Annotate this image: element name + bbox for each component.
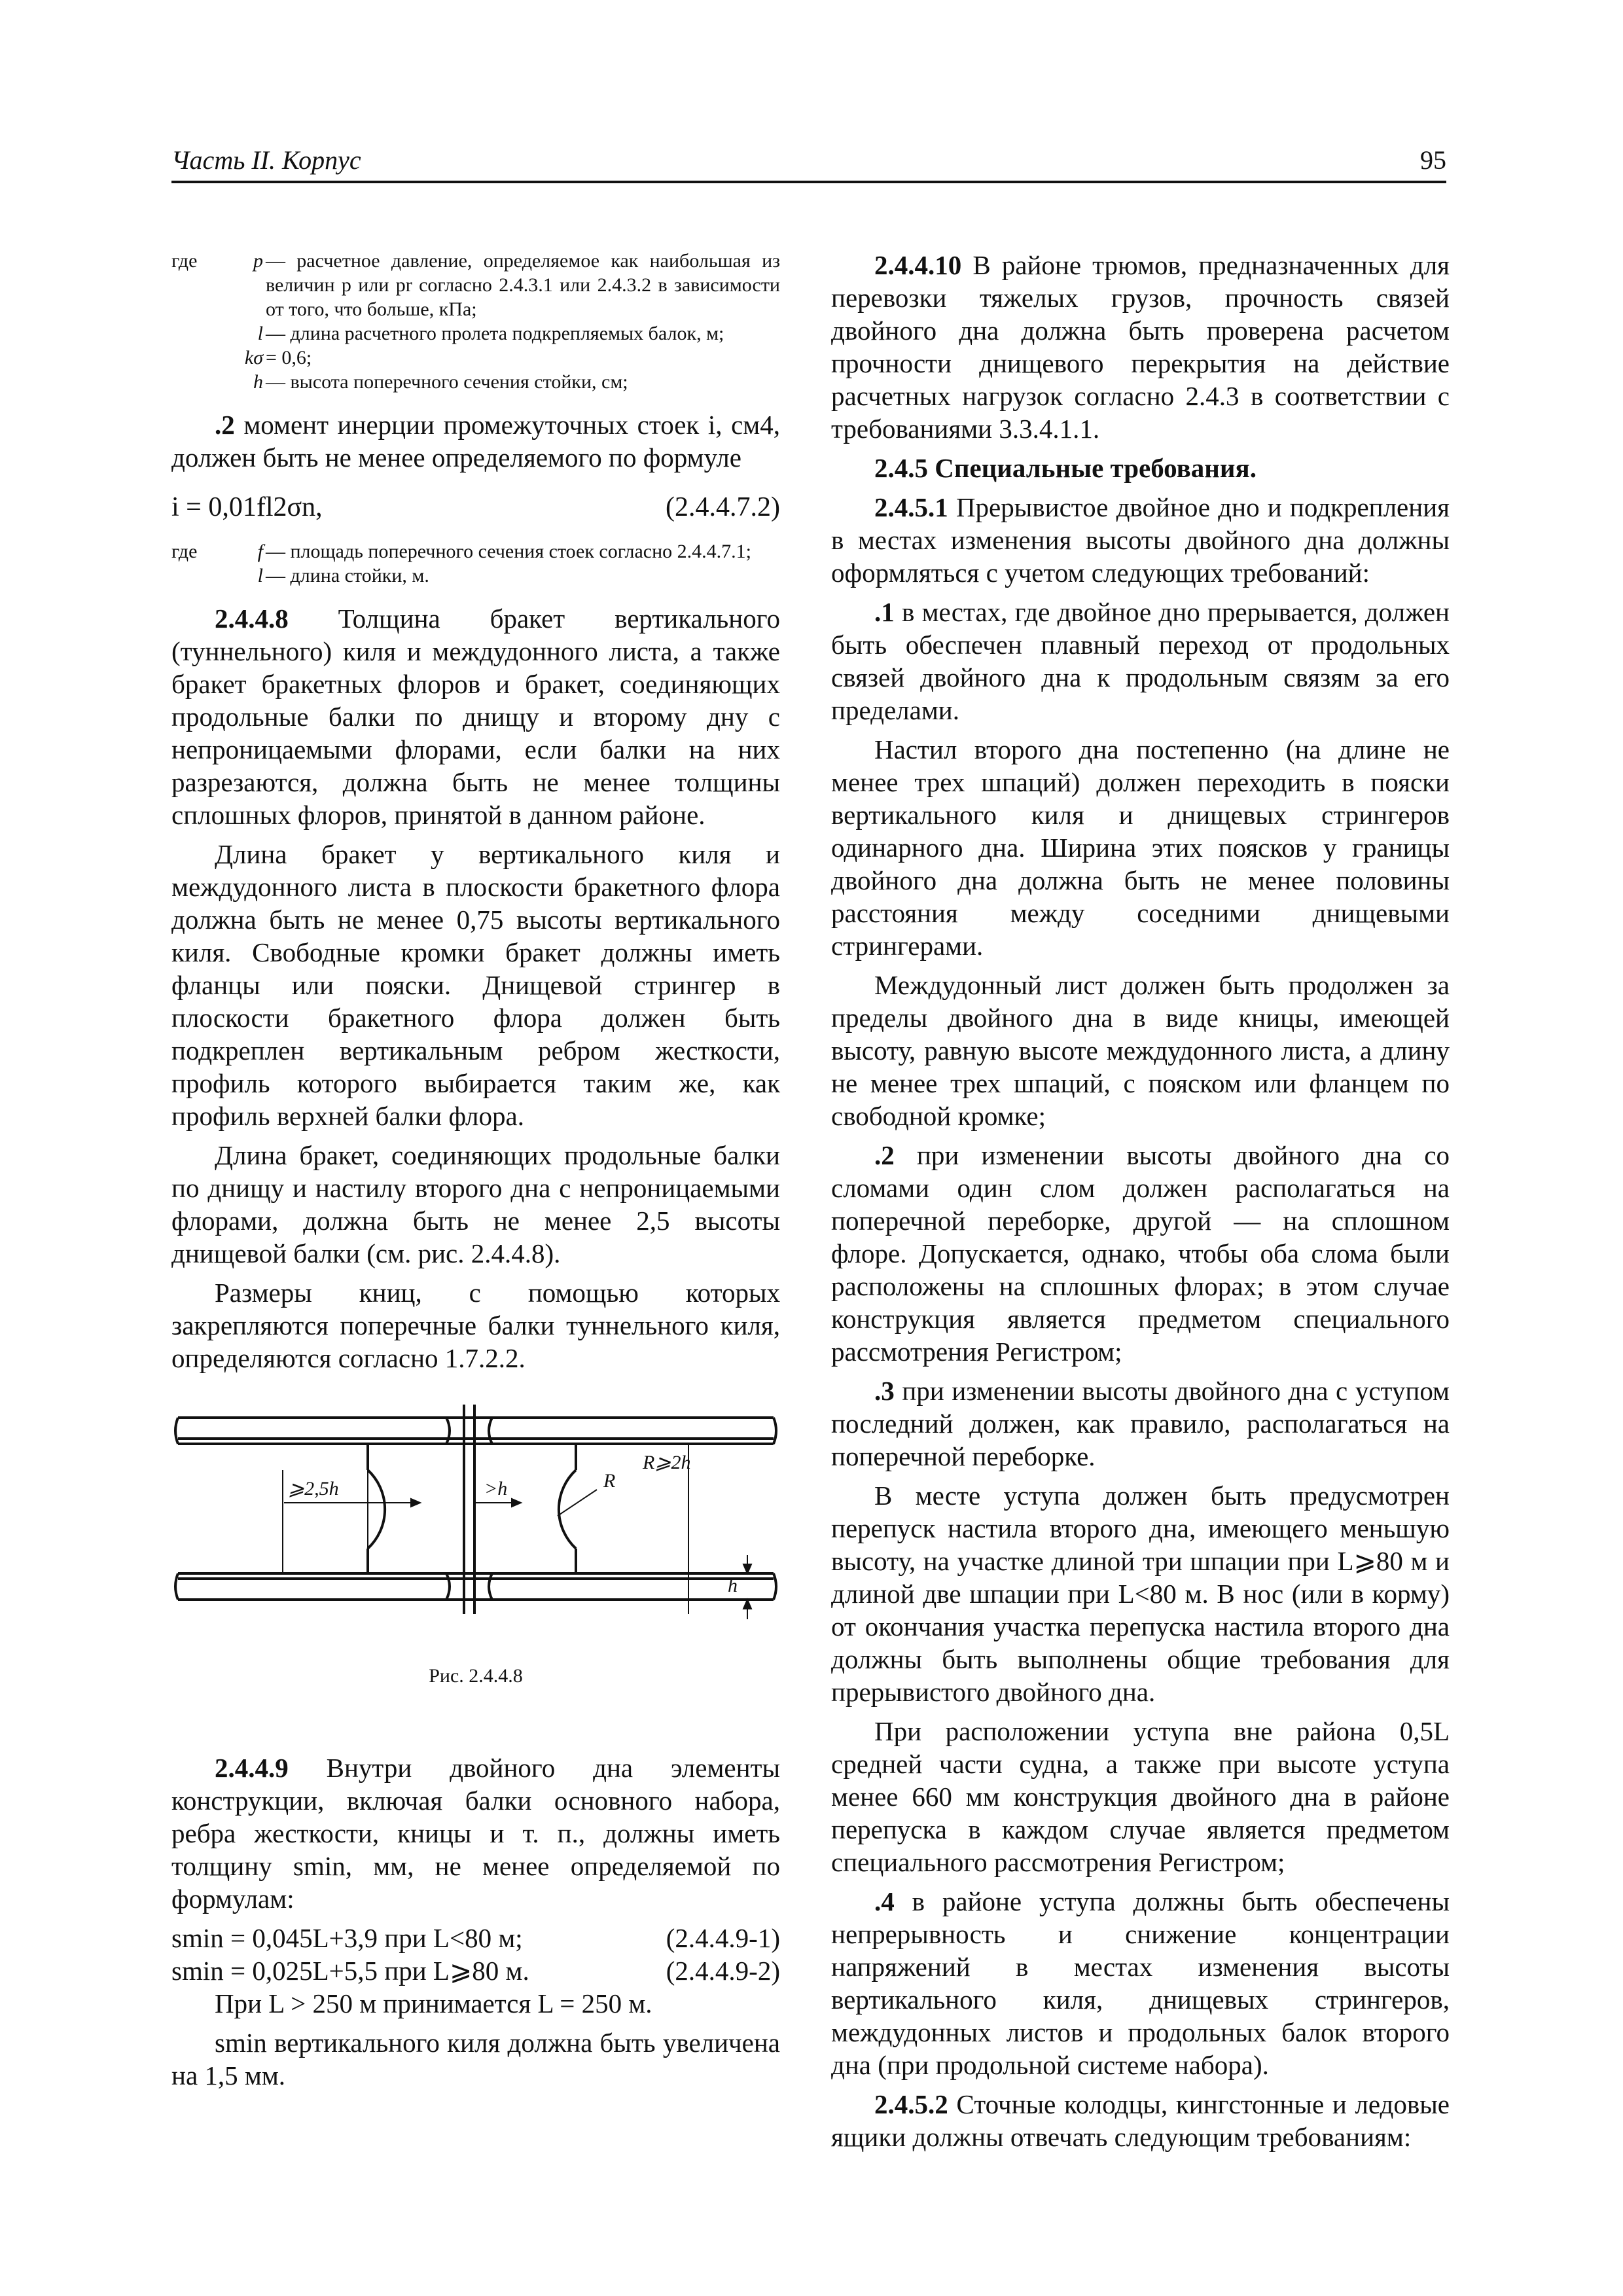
where-label: где	[171, 541, 198, 562]
paragraph-step-location: При расположении уступа вне района 0,5L средней части судна, а также при высоте уступа менее 660 мм конструкция двойного дна в районе перепуска в каждом случае является предметом специального рассмотрения Регистром;	[831, 1716, 1450, 1877]
paragraph-knee-sizes: Размеры книц, с помощью которых закрепляются поперечные балки туннельного киля, определяются согласно 1.7.2.2.	[171, 1278, 780, 1373]
definition-row	[171, 539, 780, 564]
section-heading-2-4-5: 2.4.5 Специальные требования.	[874, 453, 1257, 483]
item-2: .2 при изменении высоты двойного дна со сломами один слом должен располагаться на поперечной переборке, другой — на сплошном флоре. Допускается, однако, чтобы оба слома были расположены на сплошных флорах; в этом случае конструкция является предметом специального рассмотрения Регистром;	[831, 1140, 1450, 1367]
radius-ge-2h-label: R⩾2h	[643, 1452, 691, 1473]
definition-text: = 0,6;	[266, 347, 312, 368]
definition-row	[171, 249, 780, 321]
radius-label: R	[603, 1470, 616, 1492]
item-4: .4 в районе уступа должны быть обеспечены непрерывность и снижение концентрации напряжений в местах изменения высоты вертикального киля, днищевых стрингеров, междудонных листов и продольных балок второго дна (при продольной системе набора).	[831, 1886, 1450, 2080]
paragraph-inner-bottom: Настил второго дна постепенно (на длине не менее трех шпаций) должен переходить в пояски вертикального киля и днищевых стрингеров одинарного дна. Ширина этих поясков у границы двойного дна должна быть не менее половины расстояния между соседними днищевыми стрингерами.	[831, 734, 1450, 961]
definition-symbol: l	[257, 323, 263, 344]
formula-number: (2.4.4.7.2)	[666, 492, 780, 522]
bracket-diagram	[171, 1391, 780, 1640]
formula-number: (2.4.4.9-1)	[666, 1923, 780, 1953]
definition-symbol: l	[257, 565, 263, 586]
item-1: .1 в местах, где двойное дно прерывается, должен быть обеспечен плавный переход от продольных связей двойного дна к продольным связям за его пределами.	[831, 597, 1450, 725]
section-2-4-5-1: 2.4.5.1 Прерывистое двойное дно и подкрепления в местах изменения высоты двойного дна должны оформляться с учетом следующих требований:	[831, 492, 1450, 588]
definition-row	[171, 321, 780, 346]
left-column	[171, 249, 780, 2098]
formula-text: smin = 0,025L+5,5 при L⩾80 м.	[171, 1956, 529, 1986]
section-2-4-4-10: 2.4.4.10 В районе трюмов, предназначенных для перевозки тяжелых грузов, прочность связей двойного дна должна быть проверена расчетом прочности днищевого перекрытия на действие расчетных нагрузок согласно 2.4.3 в соответствии с требованиями 3.3.4.1.1.	[831, 250, 1450, 444]
section-number: 2.4.4.9	[215, 1753, 289, 1783]
formula-2-4-4-9-2	[171, 1954, 780, 1987]
definition-row	[171, 346, 780, 370]
formula-text: i = 0,01fl2σn,	[171, 492, 323, 522]
definition-text: — длина стойки, м.	[266, 565, 429, 586]
definitions-list-1	[171, 249, 780, 394]
item-number: .1	[874, 597, 895, 627]
formula-number: (2.4.4.9-2)	[666, 1956, 780, 1986]
definition-symbol: h	[253, 371, 263, 393]
section-number: 2.4.5.2	[874, 2089, 948, 2119]
definition-text: — площадь поперечного сечения стоек согласно 2.4.4.7.1;	[266, 541, 752, 562]
dim-label-2-5h: ⩾2,5h	[288, 1478, 339, 1499]
formula-2-4-4-9-1	[171, 1922, 780, 1954]
section-2-4-5-2: 2.4.5.2 Сточные колодцы, кингстонные и ледовые ящики должны отвечать следующим требованиям:	[831, 2089, 1450, 2152]
page-number: 95	[1420, 145, 1446, 175]
definition-symbol: f	[257, 541, 263, 562]
item-number: .4	[874, 1886, 895, 1916]
height-label: h	[728, 1575, 738, 1596]
section-number: 2.4.4.10	[874, 250, 962, 280]
definition-symbol: kσ	[244, 347, 263, 368]
figure-2-4-4-8	[171, 1391, 780, 1640]
definitions-list-2	[171, 539, 780, 588]
item-number: .2	[874, 1140, 895, 1170]
section-2-4-4-9: 2.4.4.9 Внутри двойного дна элементы конструкции, включая балки основного набора, ребра жесткости, кницы и т. п., должны иметь толщину smin, мм, не менее определяемой по формулам:	[171, 1753, 781, 1914]
paragraph-moment-of-inertia: .2 момент инерции промежуточных стоек i, см4, должен быть не менее определяемого по формуле	[171, 410, 781, 473]
paragraph-l-limit: При L > 250 м принимается L = 250 м.	[215, 1988, 652, 2018]
paragraph-margin-plate: Междудонный лист должен быть продолжен за пределы двойного дна в виде кницы, имеющей высоту, равную высоте междудонного листа, а длину не менее трех шпаций, с пояском или фланцем по свободной кромке;	[831, 970, 1450, 1131]
formula-2-4-4-7-2	[171, 488, 780, 526]
dim-label-gt-h: >h	[484, 1478, 508, 1499]
section-number: 2.4.5.1	[874, 492, 948, 522]
formula-text: smin = 0,045L+3,9 при L<80 м;	[171, 1923, 523, 1953]
header-title: Часть II. Корпус	[171, 145, 361, 175]
definition-text: — расчетное давление, определяемое как наибольшая из величин p или pr согласно 2.4.3.1 или 2.4.3.2 в зависимости от того, что больше, кПа;	[266, 250, 780, 320]
definition-row	[171, 564, 780, 588]
running-header	[171, 141, 1446, 183]
item-number: .3	[874, 1376, 895, 1406]
paragraph-smin-keel: smin вертикального киля должна быть увеличена на 1,5 мм.	[171, 2028, 780, 2090]
section-number: 2.4.4.8	[215, 603, 289, 634]
definition-text: — высота поперечного сечения стойки, см;	[266, 371, 628, 393]
where-label: где	[171, 250, 198, 272]
item-3: .3 при изменении высоты двойного дна с уступом последний должен, как правило, располагаться на поперечной переборке.	[831, 1376, 1450, 1471]
paragraph-step-overlap: В месте уступа должен быть предусмотрен перепуск настила второго дна, имеющего меньшую высоту, на участке длиной три шпации при L⩾80 м и длиной две шпации при L<80 м. В нос (или в корму) от окончания участка перепуска настила второго дна должны быть выполнены общие требования для прерывистого двойного дна.	[831, 1480, 1450, 1707]
definition-symbol: p	[253, 250, 263, 272]
item-number: .2	[215, 410, 235, 440]
paragraph-bracket-length: Длина бракет у вертикального киля и междудонного листа в плоскости бракетного флора должна быть не менее 0,75 высоты вертикального киля. Свободные кромки бракет должны иметь фланцы или пояски. Днищевой стрингер в плоскости бракетного флора должен быть подкреплен вертикальным ребром жесткости, профиль которого выбирается таким же, как профиль верхней балки флора.	[171, 839, 780, 1131]
paragraph-bracket-length-2: Длина бракет, соединяющих продольные балки по днищу и настилу второго дна с непроницаемыми флорами, должна быть не менее 2,5 высоты днищевой балки (см. рис. 2.4.4.8).	[171, 1140, 780, 1268]
definition-text: — длина расчетного пролета подкрепляемых балок, м;	[266, 323, 724, 344]
right-column	[831, 249, 1450, 2160]
figure-caption: Рис. 2.4.4.8	[429, 1665, 523, 1687]
section-2-4-4-8: 2.4.4.8 Толщина бракет вертикального (туннельного) киля и междудонного листа, а также бракет бракетных флоров и бракет, соединяющих продольные балки по днищу и второму дну с непроницаемыми флорами, если балки на них разрезаются, должна быть не менее толщины сплошных флоров, принятой в данном районе.	[171, 603, 780, 830]
definition-row	[171, 370, 780, 394]
